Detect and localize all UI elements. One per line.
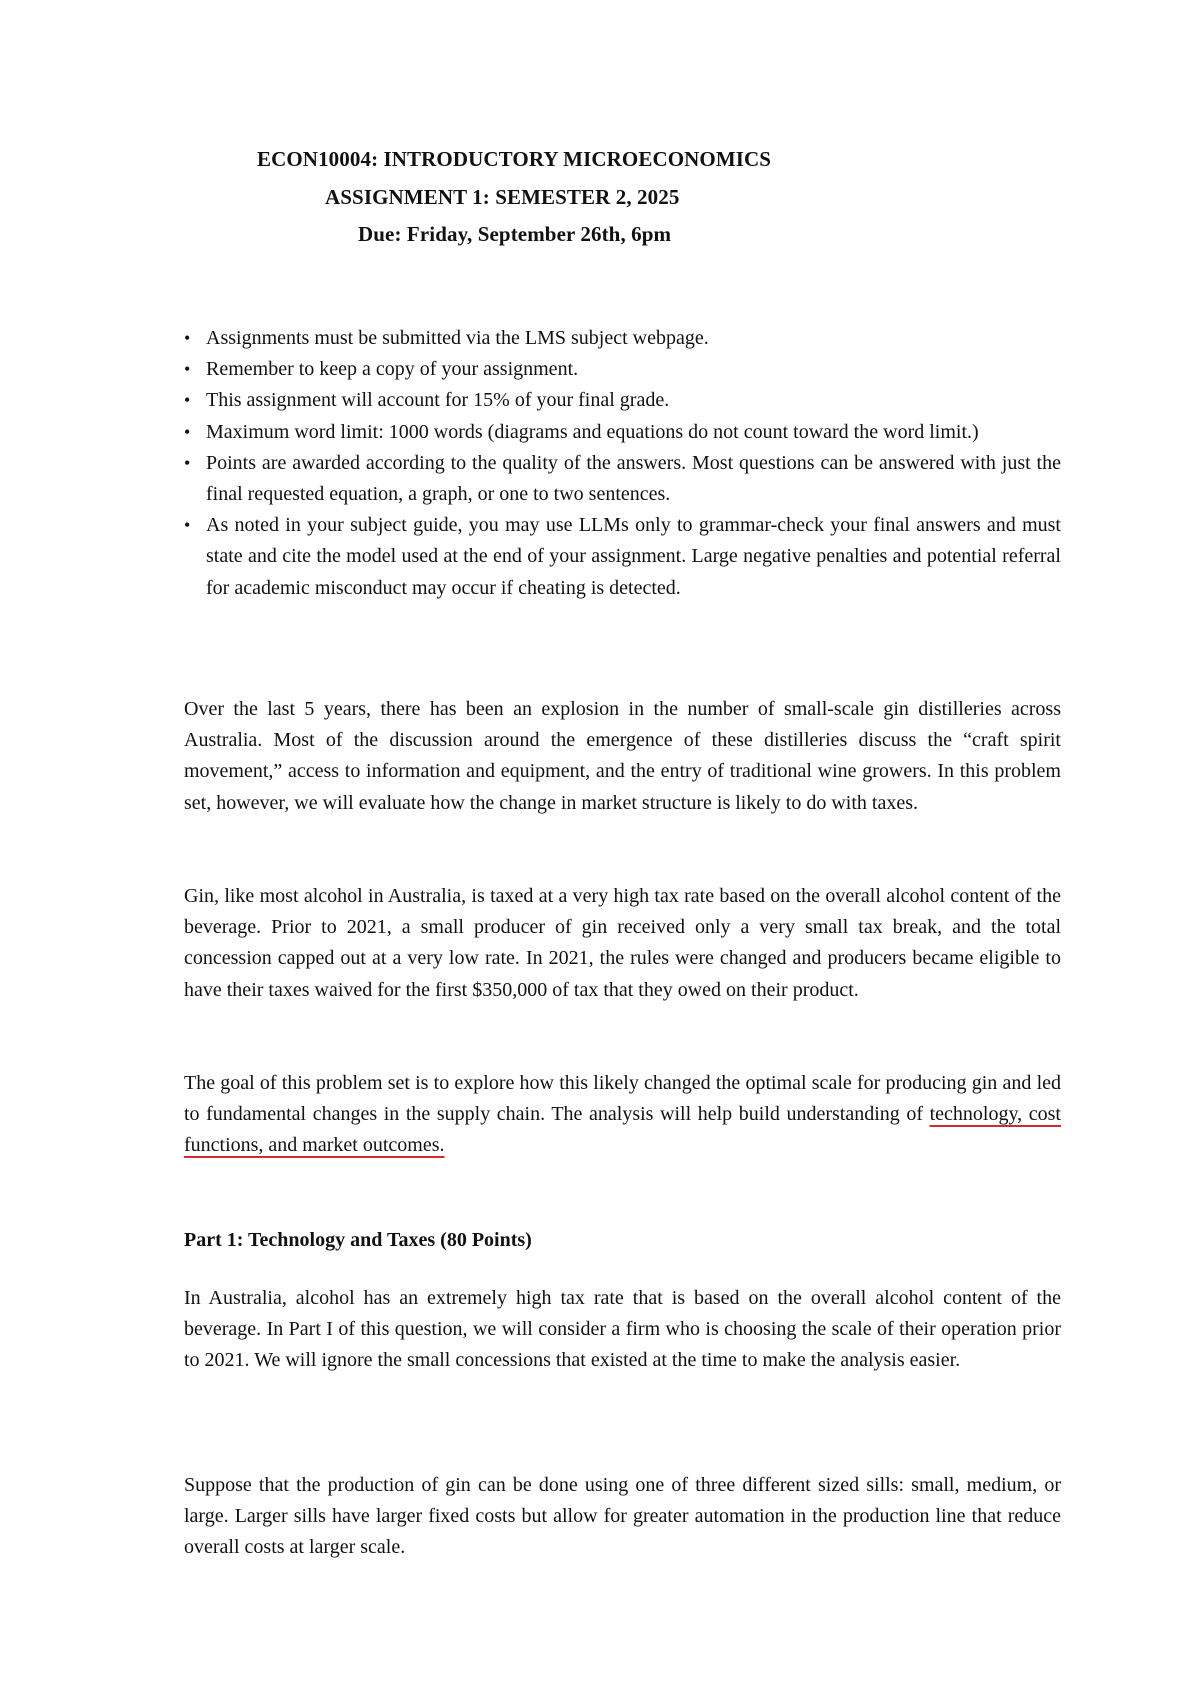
list-item [184,417,1061,448]
assignment-title: ASSIGNMENT 1: SEMESTER 2, 2025 [325,185,680,209]
part1-paragraph-1: In Australia, alcohol has an extremely high tax rate that is based on the overall alcohol content of the beverage. In Part I of this question, we will consider a firm who is choosing the scale of their operation prior to 2021. We will ignore the small concessions that existed at the time to make the analysis easier. [184,1287,1061,1372]
intro-paragraph: Over the last 5 years, there has been an explosion in the number of small-scale gin distilleries across Australia. Most of the discussion around the emergence of these distilleries discuss the “craft spirit movement,” access to information and equipment, and the entry of traditional wine growers. In this problem set, however, we will evaluate how the change in market structure is likely to do with taxes. [184,698,1061,814]
course-title: ECON10004: INTRODUCTORY MICROECONOMICS [257,147,772,171]
instructions-list [184,323,1061,604]
bullet-icon: • [184,421,191,442]
list-item-text: As noted in your subject guide, you may use LLMs only to grammar-check your final answers and must state and cite the model used at the end of your assignment. Large negative penalties and potential referral for academic misconduct may occur if cheating is detected. [206,514,1061,599]
list-item-text: Points are awarded according to the quality of the answers. Most questions can be answered with just the final requested equation, a graph, or one to two sentences. [206,451,1061,506]
bullet-icon: • [184,515,191,536]
list-item-text: Assignments must be submitted via the LMS subject webpage. [206,327,709,349]
goal-paragraph [184,1068,1061,1162]
bullet-icon: • [184,452,191,473]
list-item [184,510,1061,604]
list-item-text: This assignment will account for 15% of your final grade. [206,389,670,412]
spellcheck-underlined-text: technology, cost functions, and market outcomes. [184,1103,1061,1157]
bullet-icon: • [184,359,191,380]
part1-paragraph-2: Suppose that the production of gin can be done using one of three different sized sills: small, medium, or large. Larger sills have larger fixed costs but allow for greater automation in the production line that reduce overall costs at larger scale. [184,1474,1061,1559]
bullet-icon: • [184,328,191,348]
list-item-text: Remember to keep a copy of your assignment. [206,358,579,381]
list-item [184,354,1061,385]
list-item [184,323,1061,354]
part1-heading: Part 1: Technology and Taxes (80 Points) [184,1229,532,1251]
due-date: Due: Friday, September 26th, 6pm [358,222,672,246]
list-item [184,385,1061,416]
bullet-icon: • [184,390,191,411]
tax-paragraph: Gin, like most alcohol in Australia, is taxed at a very high tax rate based on the overall alcohol content of the beverage. Prior to 2021, a small producer of gin received only a very small tax break, and the total concession capped out at a very low rate. In 2021, the rules were changed and producers became eligible to have their taxes waived for the first $350,000 of tax that they owed on their product. [184,885,1061,1001]
list-item-text: Maximum word limit: 1000 words (diagrams and equations do not count toward the word limit.) [206,420,979,443]
goal-paragraph-text: The goal of this problem set is to explore how this likely changed the optimal scale for producing gin and led to fundamental changes in the supply chain. The analysis will help build understanding of [184,1072,1061,1126]
list-item [184,448,1061,510]
